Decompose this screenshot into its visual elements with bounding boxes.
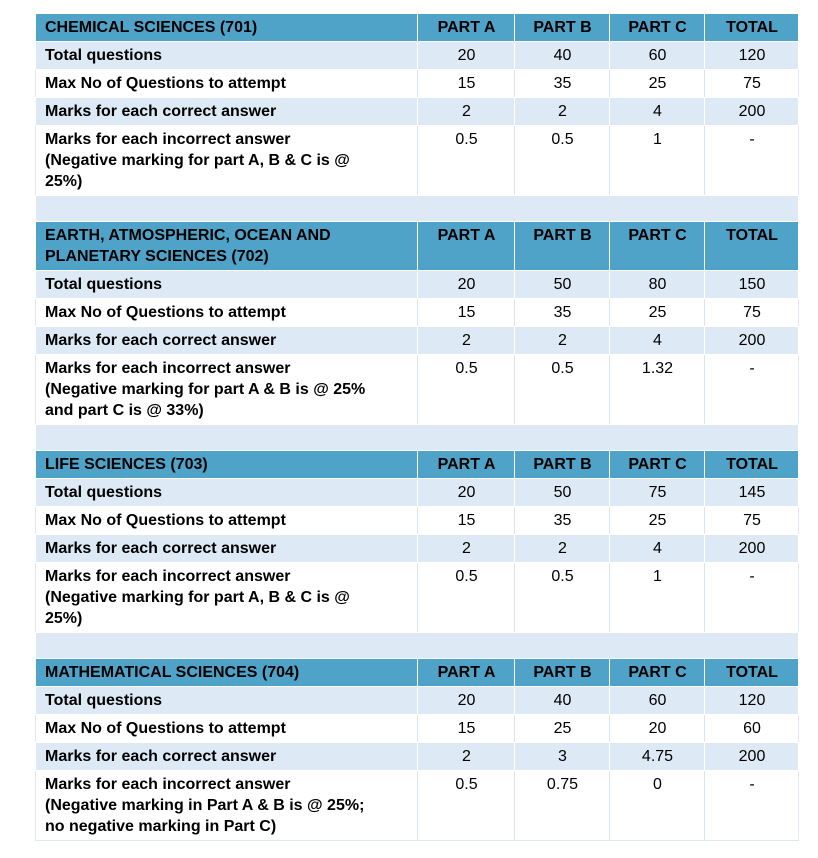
section-title-line: LIFE SCIENCES (703): [45, 456, 208, 473]
row-label-line: 25%): [45, 173, 83, 190]
column-header-total: TOTAL: [705, 659, 799, 687]
row-label: Marks for each correct answer: [36, 327, 418, 355]
cell-total: 150: [705, 271, 799, 299]
cell-part-b: 25: [515, 715, 610, 743]
cell-total: 120: [705, 687, 799, 715]
section-spacer: [36, 425, 799, 451]
table-row: [36, 687, 799, 715]
row-label: Max No of Questions to attempt: [36, 715, 418, 743]
cell-part-a: 15: [418, 715, 515, 743]
spacer-cell: [36, 425, 799, 451]
column-header-part-c: PART C: [610, 451, 705, 479]
row-label-line: Marks for each incorrect answer: [45, 360, 291, 377]
column-header-part-c: PART C: [610, 222, 705, 271]
table-row: [36, 42, 799, 70]
cell-part-a: 0.5: [418, 771, 515, 841]
cell-part-c: 4: [610, 98, 705, 126]
table-row: [36, 535, 799, 563]
cell-part-c: 20: [610, 715, 705, 743]
cell-part-a: 2: [418, 743, 515, 771]
column-header-part-b: PART B: [515, 659, 610, 687]
table-row: [36, 327, 799, 355]
cell-total: -: [705, 126, 799, 196]
column-header-part-a: PART A: [418, 451, 515, 479]
row-label-line: no negative marking in Part C): [45, 818, 277, 835]
cell-part-c: 4: [610, 327, 705, 355]
cell-part-c: 60: [610, 42, 705, 70]
cell-part-a: 20: [418, 271, 515, 299]
section-spacer: [36, 196, 799, 222]
cell-part-b: 35: [515, 507, 610, 535]
cell-part-a: 20: [418, 42, 515, 70]
section-spacer: [36, 633, 799, 659]
cell-part-c: 1.32: [610, 355, 705, 425]
cell-total: 75: [705, 70, 799, 98]
cell-part-c: 0: [610, 771, 705, 841]
row-label: Total questions: [36, 479, 418, 507]
cell-total: -: [705, 563, 799, 633]
cell-part-b: 35: [515, 70, 610, 98]
section-title: [36, 451, 418, 479]
row-label-line: Marks for each incorrect answer: [45, 776, 291, 793]
cell-part-a: 20: [418, 479, 515, 507]
cell-part-b: 0.5: [515, 355, 610, 425]
section-title: [36, 659, 418, 687]
table-row: [36, 271, 799, 299]
table-row: [36, 299, 799, 327]
cell-part-a: 20: [418, 687, 515, 715]
section-header-row: [36, 222, 799, 271]
row-label-line: 25%): [45, 610, 83, 627]
cell-part-b: 35: [515, 299, 610, 327]
cell-part-b: 0.75: [515, 771, 610, 841]
row-label: Marks for each correct answer: [36, 98, 418, 126]
cell-part-c: 25: [610, 70, 705, 98]
table-row: [36, 507, 799, 535]
section-title-line: EARTH, ATMOSPHERIC, OCEAN AND: [45, 227, 331, 244]
cell-part-b: 50: [515, 479, 610, 507]
cell-part-a: 2: [418, 327, 515, 355]
table-row: [36, 479, 799, 507]
row-label: [36, 771, 418, 841]
cell-total: 200: [705, 743, 799, 771]
section-title-line: PLANETARY SCIENCES (702): [45, 248, 269, 265]
cell-part-b: 40: [515, 687, 610, 715]
cell-part-c: 1: [610, 126, 705, 196]
cell-part-b: 0.5: [515, 126, 610, 196]
row-label: Total questions: [36, 687, 418, 715]
table-row: [36, 563, 799, 633]
cell-part-b: 2: [515, 98, 610, 126]
cell-total: 75: [705, 507, 799, 535]
cell-total: 200: [705, 98, 799, 126]
cell-part-c: 25: [610, 507, 705, 535]
table-row: [36, 126, 799, 196]
cell-part-b: 50: [515, 271, 610, 299]
table-row: [36, 98, 799, 126]
cell-total: 75: [705, 299, 799, 327]
row-label-line: (Negative marking for part A, B & C is @: [45, 589, 350, 606]
section-title-line: MATHEMATICAL SCIENCES (704): [45, 664, 300, 681]
cell-part-c: 25: [610, 299, 705, 327]
row-label-line: (Negative marking for part A & B is @ 25%: [45, 381, 366, 398]
cell-part-c: 1: [610, 563, 705, 633]
cell-part-b: 0.5: [515, 563, 610, 633]
cell-part-c: 75: [610, 479, 705, 507]
row-label: Total questions: [36, 42, 418, 70]
cell-part-a: 2: [418, 535, 515, 563]
cell-part-b: 3: [515, 743, 610, 771]
cell-part-a: 0.5: [418, 563, 515, 633]
section-header-row: [36, 14, 799, 42]
cell-part-a: 15: [418, 507, 515, 535]
row-label-line: Marks for each incorrect answer: [45, 568, 291, 585]
section-title: [36, 14, 418, 42]
row-label-line: (Negative marking for part A, B & C is @: [45, 152, 350, 169]
cell-total: -: [705, 771, 799, 841]
cell-total: 200: [705, 535, 799, 563]
table-row: [36, 743, 799, 771]
row-label-line: and part C is @ 33%): [45, 402, 204, 419]
section-title: [36, 222, 418, 271]
column-header-part-c: PART C: [610, 659, 705, 687]
exam-scheme-document: [35, 13, 798, 841]
cell-part-c: 60: [610, 687, 705, 715]
cell-part-a: 2: [418, 98, 515, 126]
cell-part-a: 0.5: [418, 126, 515, 196]
column-header-total: TOTAL: [705, 222, 799, 271]
cell-part-c: 80: [610, 271, 705, 299]
row-label: [36, 126, 418, 196]
row-label-line: Marks for each incorrect answer: [45, 131, 291, 148]
spacer-cell: [36, 633, 799, 659]
table-row: [36, 355, 799, 425]
column-header-part-b: PART B: [515, 451, 610, 479]
cell-part-b: 40: [515, 42, 610, 70]
column-header-part-c: PART C: [610, 14, 705, 42]
table-row: [36, 70, 799, 98]
row-label-line: (Negative marking in Part A & B is @ 25%;: [45, 797, 365, 814]
row-label: Total questions: [36, 271, 418, 299]
exam-scheme-table: [35, 13, 799, 841]
cell-part-a: 0.5: [418, 355, 515, 425]
section-header-row: [36, 451, 799, 479]
cell-total: 120: [705, 42, 799, 70]
column-header-total: TOTAL: [705, 451, 799, 479]
row-label: Max No of Questions to attempt: [36, 507, 418, 535]
section-header-row: [36, 659, 799, 687]
cell-part-c: 4: [610, 535, 705, 563]
column-header-total: TOTAL: [705, 14, 799, 42]
row-label: Max No of Questions to attempt: [36, 299, 418, 327]
row-label: [36, 355, 418, 425]
table-row: [36, 715, 799, 743]
cell-part-b: 2: [515, 535, 610, 563]
cell-part-c: 4.75: [610, 743, 705, 771]
table-row: [36, 771, 799, 841]
row-label: Marks for each correct answer: [36, 743, 418, 771]
column-header-part-a: PART A: [418, 659, 515, 687]
cell-part-b: 2: [515, 327, 610, 355]
cell-total: -: [705, 355, 799, 425]
column-header-part-b: PART B: [515, 14, 610, 42]
cell-total: 145: [705, 479, 799, 507]
column-header-part-a: PART A: [418, 14, 515, 42]
cell-part-a: 15: [418, 299, 515, 327]
spacer-cell: [36, 196, 799, 222]
cell-total: 60: [705, 715, 799, 743]
cell-total: 200: [705, 327, 799, 355]
row-label: Marks for each correct answer: [36, 535, 418, 563]
row-label: [36, 563, 418, 633]
column-header-part-a: PART A: [418, 222, 515, 271]
column-header-part-b: PART B: [515, 222, 610, 271]
row-label: Max No of Questions to attempt: [36, 70, 418, 98]
section-title-line: CHEMICAL SCIENCES (701): [45, 19, 258, 36]
cell-part-a: 15: [418, 70, 515, 98]
